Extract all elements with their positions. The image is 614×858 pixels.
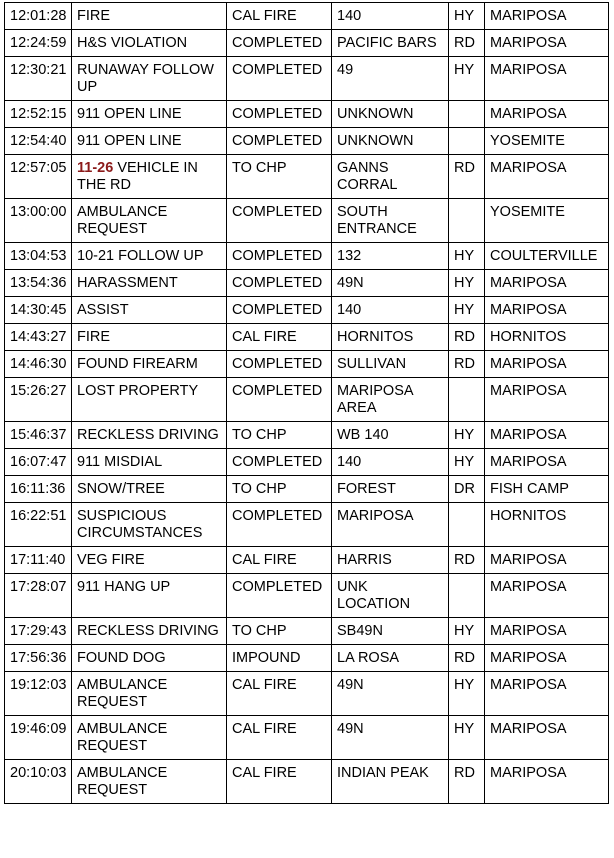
location-cell: MARIPOSA AREA [332, 378, 449, 422]
call-type-cell [72, 155, 227, 199]
location-cell: 140 [332, 3, 449, 30]
location-cell: SOUTH ENTRANCE [332, 199, 449, 243]
status-cell: TO CHP [227, 618, 332, 645]
area-cell: COULTERVILLE [485, 243, 609, 270]
call-type-cell: 911 HANG UP [72, 574, 227, 618]
road-type-cell: RD [449, 760, 485, 804]
road-type-cell: RD [449, 324, 485, 351]
call-type-cell: 10-21 FOLLOW UP [72, 243, 227, 270]
status-cell: COMPLETED [227, 503, 332, 547]
road-type-cell: RD [449, 30, 485, 57]
table-row [5, 503, 609, 547]
road-type-cell [449, 503, 485, 547]
status-cell: TO CHP [227, 476, 332, 503]
table-row [5, 449, 609, 476]
location-cell: UNKNOWN [332, 128, 449, 155]
call-type-cell: FIRE [72, 3, 227, 30]
status-cell: COMPLETED [227, 199, 332, 243]
call-type-cell: RUNAWAY FOLLOW UP [72, 57, 227, 101]
time-cell: 14:43:27 [5, 324, 72, 351]
table-row [5, 57, 609, 101]
area-cell: MARIPOSA [485, 351, 609, 378]
call-type-cell: SNOW/TREE [72, 476, 227, 503]
location-cell: 49N [332, 672, 449, 716]
road-type-cell: HY [449, 243, 485, 270]
table-row [5, 3, 609, 30]
road-type-cell: RD [449, 547, 485, 574]
area-cell: HORNITOS [485, 503, 609, 547]
area-cell: MARIPOSA [485, 101, 609, 128]
time-cell: 12:52:15 [5, 101, 72, 128]
table-row [5, 324, 609, 351]
table-row [5, 547, 609, 574]
road-type-cell: HY [449, 672, 485, 716]
table-row [5, 351, 609, 378]
road-type-cell: HY [449, 449, 485, 476]
time-cell: 12:57:05 [5, 155, 72, 199]
status-cell: CAL FIRE [227, 760, 332, 804]
time-cell: 17:56:36 [5, 645, 72, 672]
road-type-cell: HY [449, 716, 485, 760]
location-cell: HORNITOS [332, 324, 449, 351]
status-cell: COMPLETED [227, 378, 332, 422]
status-cell: COMPLETED [227, 449, 332, 476]
area-cell: MARIPOSA [485, 422, 609, 449]
status-cell: COMPLETED [227, 57, 332, 101]
call-type-cell: HARASSMENT [72, 270, 227, 297]
area-cell: YOSEMITE [485, 128, 609, 155]
location-cell: 49 [332, 57, 449, 101]
time-cell: 16:07:47 [5, 449, 72, 476]
table-row [5, 297, 609, 324]
table-row [5, 645, 609, 672]
call-type-cell: VEG FIRE [72, 547, 227, 574]
call-type-cell: AMBULANCE REQUEST [72, 716, 227, 760]
area-cell: FISH CAMP [485, 476, 609, 503]
time-cell: 15:26:27 [5, 378, 72, 422]
status-cell: TO CHP [227, 422, 332, 449]
table-row [5, 716, 609, 760]
road-type-cell [449, 378, 485, 422]
status-cell: IMPOUND [227, 645, 332, 672]
call-type-cell: SUSPICIOUS CIRCUMSTANCES [72, 503, 227, 547]
area-cell: MARIPOSA [485, 547, 609, 574]
location-cell: MARIPOSA [332, 503, 449, 547]
location-cell: 132 [332, 243, 449, 270]
area-cell: MARIPOSA [485, 449, 609, 476]
call-type-cell: RECKLESS DRIVING [72, 618, 227, 645]
area-cell: MARIPOSA [485, 760, 609, 804]
location-cell: PACIFIC BARS [332, 30, 449, 57]
table-row [5, 155, 609, 199]
time-cell: 15:46:37 [5, 422, 72, 449]
call-log-body [5, 3, 609, 804]
location-cell: SB49N [332, 618, 449, 645]
road-type-cell: RD [449, 645, 485, 672]
table-row [5, 422, 609, 449]
table-row [5, 760, 609, 804]
status-cell: COMPLETED [227, 101, 332, 128]
location-cell: WB 140 [332, 422, 449, 449]
status-cell: COMPLETED [227, 574, 332, 618]
call-type-cell: FOUND DOG [72, 645, 227, 672]
status-cell: CAL FIRE [227, 672, 332, 716]
time-cell: 17:28:07 [5, 574, 72, 618]
area-cell: MARIPOSA [485, 645, 609, 672]
table-row [5, 128, 609, 155]
call-log-table [4, 2, 609, 804]
table-row [5, 101, 609, 128]
location-cell: GANNS CORRAL [332, 155, 449, 199]
status-cell: COMPLETED [227, 351, 332, 378]
call-type-cell: FOUND FIREARM [72, 351, 227, 378]
location-cell: 140 [332, 449, 449, 476]
call-type-cell: 911 OPEN LINE [72, 128, 227, 155]
area-cell: MARIPOSA [485, 618, 609, 645]
time-cell: 16:22:51 [5, 503, 72, 547]
status-cell: CAL FIRE [227, 716, 332, 760]
call-type-cell: AMBULANCE REQUEST [72, 672, 227, 716]
time-cell: 12:24:59 [5, 30, 72, 57]
area-cell: MARIPOSA [485, 574, 609, 618]
location-cell: UNKNOWN [332, 101, 449, 128]
status-cell: COMPLETED [227, 297, 332, 324]
table-row [5, 270, 609, 297]
time-cell: 19:46:09 [5, 716, 72, 760]
location-cell: 49N [332, 270, 449, 297]
status-cell: COMPLETED [227, 30, 332, 57]
area-cell: MARIPOSA [485, 57, 609, 101]
time-cell: 12:01:28 [5, 3, 72, 30]
location-cell: 140 [332, 297, 449, 324]
road-type-cell [449, 101, 485, 128]
status-cell: CAL FIRE [227, 3, 332, 30]
time-cell: 12:30:21 [5, 57, 72, 101]
table-row [5, 243, 609, 270]
time-cell: 13:04:53 [5, 243, 72, 270]
table-row [5, 672, 609, 716]
call-type-cell: LOST PROPERTY [72, 378, 227, 422]
time-cell: 13:00:00 [5, 199, 72, 243]
road-type-cell: RD [449, 155, 485, 199]
area-cell: YOSEMITE [485, 199, 609, 243]
table-row [5, 378, 609, 422]
status-cell: COMPLETED [227, 128, 332, 155]
location-cell: INDIAN PEAK [332, 760, 449, 804]
status-cell: CAL FIRE [227, 324, 332, 351]
location-cell: 49N [332, 716, 449, 760]
call-type-cell: 911 OPEN LINE [72, 101, 227, 128]
status-cell: CAL FIRE [227, 547, 332, 574]
status-cell: TO CHP [227, 155, 332, 199]
location-cell: UNK LOCATION [332, 574, 449, 618]
time-cell: 14:46:30 [5, 351, 72, 378]
area-cell: MARIPOSA [485, 270, 609, 297]
road-type-cell: HY [449, 3, 485, 30]
area-cell: MARIPOSA [485, 30, 609, 57]
area-cell: MARIPOSA [485, 716, 609, 760]
time-cell: 13:54:36 [5, 270, 72, 297]
time-cell: 17:11:40 [5, 547, 72, 574]
location-cell: HARRIS [332, 547, 449, 574]
area-cell: MARIPOSA [485, 3, 609, 30]
status-cell: COMPLETED [227, 270, 332, 297]
call-type-cell: 911 MISDIAL [72, 449, 227, 476]
location-cell: SULLIVAN [332, 351, 449, 378]
call-type-cell: ASSIST [72, 297, 227, 324]
road-type-cell: DR [449, 476, 485, 503]
call-type-cell: H&S VIOLATION [72, 30, 227, 57]
road-type-cell: HY [449, 270, 485, 297]
call-type-cell: AMBULANCE REQUEST [72, 199, 227, 243]
status-cell: COMPLETED [227, 243, 332, 270]
time-cell: 14:30:45 [5, 297, 72, 324]
road-type-cell: HY [449, 297, 485, 324]
road-type-cell [449, 199, 485, 243]
call-code: 11-26 [77, 160, 114, 176]
call-type-cell: FIRE [72, 324, 227, 351]
location-cell: LA ROSA [332, 645, 449, 672]
table-row [5, 476, 609, 503]
location-cell: FOREST [332, 476, 449, 503]
time-cell: 19:12:03 [5, 672, 72, 716]
area-cell: MARIPOSA [485, 378, 609, 422]
time-cell: 12:54:40 [5, 128, 72, 155]
area-cell: MARIPOSA [485, 672, 609, 716]
area-cell: HORNITOS [485, 324, 609, 351]
road-type-cell [449, 574, 485, 618]
time-cell: 17:29:43 [5, 618, 72, 645]
call-type-cell: AMBULANCE REQUEST [72, 760, 227, 804]
table-row [5, 574, 609, 618]
road-type-cell: RD [449, 351, 485, 378]
road-type-cell: HY [449, 422, 485, 449]
table-row [5, 30, 609, 57]
road-type-cell [449, 128, 485, 155]
table-row [5, 618, 609, 645]
time-cell: 16:11:36 [5, 476, 72, 503]
road-type-cell: HY [449, 618, 485, 645]
time-cell: 20:10:03 [5, 760, 72, 804]
table-row [5, 199, 609, 243]
area-cell: MARIPOSA [485, 297, 609, 324]
call-type-cell: RECKLESS DRIVING [72, 422, 227, 449]
area-cell: MARIPOSA [485, 155, 609, 199]
call-type-text: VEHICLE IN THE RD [77, 160, 198, 193]
road-type-cell: HY [449, 57, 485, 101]
